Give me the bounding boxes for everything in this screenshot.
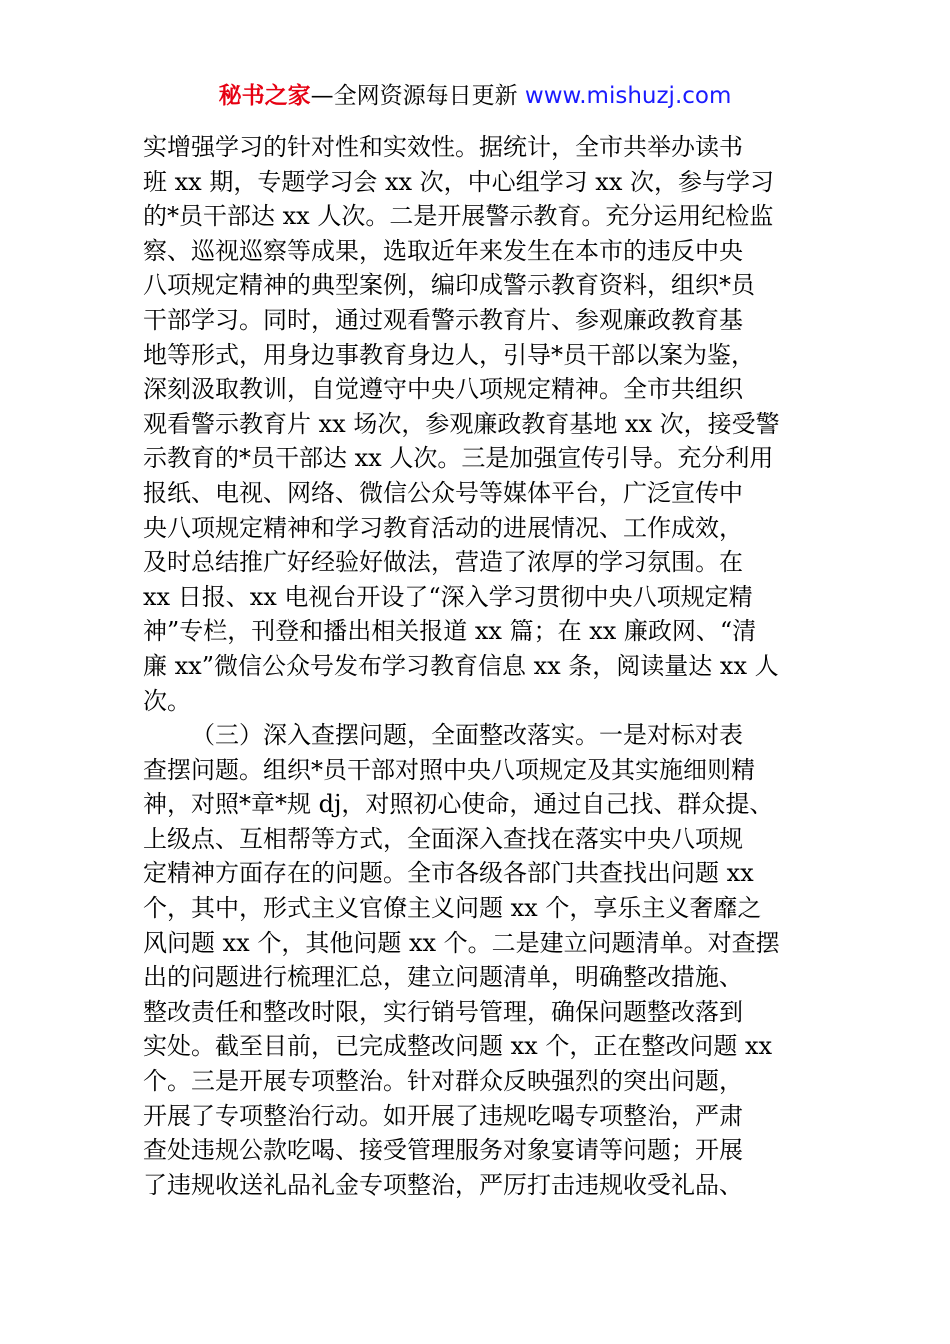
- text-line: 及时总结推广好经验好做法，营造了浓厚的学习氛围。在: [143, 548, 743, 577]
- text-line: 观看警示教育片 xx 场次，参观廉政教育基地 xx 次，接受警: [143, 409, 780, 438]
- text-line: 央八项规定精神和学习教育活动的进展情况、工作成效，: [143, 513, 743, 542]
- text-line: 查处违规公款吃喝、接受管理服务对象宴请等问题；开展: [143, 1136, 743, 1165]
- text-line: 个，其中，形式主义官僚主义问题 xx 个，享乐主义奢靡之: [143, 894, 762, 923]
- site-tagline: —全网资源每日更新: [310, 83, 518, 109]
- text-line: 了违规收送礼品礼金专项整治，严厉打击违规收受礼品、: [143, 1170, 743, 1199]
- site-brand: 秘书之家: [218, 83, 311, 109]
- site-header: [0, 80, 950, 112]
- text-line: 上级点、互相帮等方式，全面深入查找在落实中央八项规: [143, 824, 743, 853]
- text-line: 廉 xx”微信公众号发布学习教育信息 xx 条，阅读量达 xx 人: [143, 651, 779, 680]
- text-line: 出的问题进行梳理汇总，建立问题清单，明确整改措施、: [143, 963, 743, 992]
- text-line: 定精神方面存在的问题。全市各级各部门共查找出问题 xx: [143, 859, 754, 888]
- site-url-link[interactable]: www.mishuzj.com: [524, 83, 732, 109]
- text-line: 地等形式，用身边事教育身边人，引导*员干部以案为鉴，: [143, 340, 755, 369]
- text-line: 个。三是开展专项整治。针对群众反映强烈的突出问题，: [143, 1067, 743, 1096]
- text-line: 察、巡视巡察等成果，选取近年来发生在本市的违反中央: [143, 236, 743, 265]
- text-line: 干部学习。同时，通过观看警示教育片、参观廉政教育基: [143, 305, 743, 334]
- text-line: 开展了专项整治行动。如开展了违规吃喝专项整治，严肃: [143, 1101, 743, 1130]
- text-line: 报纸、电视、网络、微信公众号等媒体平台，广泛宣传中: [143, 478, 743, 507]
- text-line: （三）深入查摆问题，全面整改落实。一是对标对表: [191, 721, 743, 750]
- text-line: 实增强学习的针对性和实效性。据统计，全市共举办读书: [143, 133, 743, 161]
- text-line: 班 xx 期，专题学习会 xx 次，中心组学习 xx 次，参与学习: [143, 167, 774, 196]
- text-line: 示教育的*员干部达 xx 人次。三是加强宣传引导。充分利用: [143, 444, 774, 473]
- text-line: 整改责任和整改时限，实行销号管理，确保问题整改落到: [143, 997, 743, 1026]
- text-line: 深刻汲取教训，自觉遵守中央八项规定精神。全市共组织: [143, 375, 743, 404]
- text-line: xx 日报、xx 电视台开设了“深入学习贯彻中央八项规定精: [143, 582, 753, 611]
- text-line: 神”专栏，刊登和播出相关报道 xx 篇；在 xx 廉政网、“清: [143, 617, 757, 646]
- text-line: 八项规定精神的典型案例，编印成警示教育资料，组织*员: [143, 271, 755, 300]
- document-body: [143, 130, 809, 1202]
- text-line: 查摆问题。组织*员干部对照中央八项规定及其实施细则精: [143, 755, 755, 784]
- text-line: 神，对照*章*规 dj，对照初心使命，通过自己找、群众提、: [143, 790, 774, 819]
- text-line: 实处。截至目前，已完成整改问题 xx 个，正在整改问题 xx: [143, 1032, 773, 1061]
- text-line: 的*员干部达 xx 人次。二是开展警示教育。充分运用纪检监: [143, 202, 774, 231]
- text-line: 风问题 xx 个，其他问题 xx 个。二是建立问题清单。对查摆: [143, 928, 780, 957]
- text-line: 次。: [143, 686, 191, 715]
